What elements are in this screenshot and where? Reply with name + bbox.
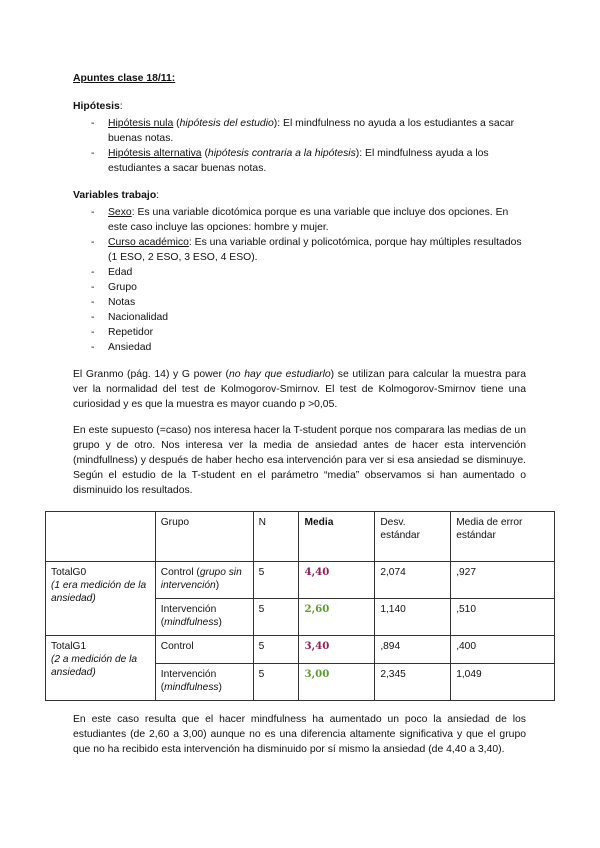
block-g1-label: TotalG1 xyxy=(51,641,87,652)
para1-after: ) se utilizan para calcular la muestra para ver la normalidad del test de Kolmogorov-Smirnov. El test de Kolmogorov-Smirnov tiene una curiosidad y es que la muestra es mayor cuando p >0,05. xyxy=(73,369,526,410)
hypothesis-alternative: - Hipótesis alternativa (hipótesis contraria a la hipótesis): El mindfulness ayuda a los estudiantes a sacar buenas notas. xyxy=(0,146,525,176)
header-grupo: Grupo xyxy=(155,512,253,562)
hypothesis-null-term: Hipótesis nula xyxy=(108,118,174,129)
grupo-end: ) xyxy=(218,682,222,693)
hypothesis-alt-text: : El mindfulness ayuda a los estudiantes a sacar buenas notas. xyxy=(108,148,489,174)
cell-error: ,510 xyxy=(451,599,555,636)
grupo-end: ) xyxy=(215,580,220,591)
cell-grupo xyxy=(155,664,253,701)
table-header-row xyxy=(46,512,555,562)
hypothesis-alt-term: Hipótesis alternativa xyxy=(108,148,202,159)
hypothesis-null: - Hipótesis nula (hipótesis del estudio): El mindfulness no ayuda a los estudiantes a sacar buenas notas. xyxy=(0,116,525,146)
cell-desv: 2,345 xyxy=(375,664,451,701)
hypothesis-null-note: hipótesis del estudio xyxy=(179,118,274,129)
cell-desv: 2,074 xyxy=(375,562,451,599)
cell-n: 5 xyxy=(253,664,299,701)
cell-error: ,927 xyxy=(451,562,555,599)
variables-heading-text: Variables trabajo xyxy=(73,190,157,201)
block-label-g0 xyxy=(46,562,156,636)
cell-media: 3,00 xyxy=(299,664,375,701)
cell-media: 2,60 xyxy=(299,599,375,636)
hypothesis-null-text: : El mindfulness no ayuda a los estudiantes a sacar buenas notas. xyxy=(108,118,515,144)
variable-notas: - Notas xyxy=(0,295,525,310)
variable-curso xyxy=(0,235,525,265)
grupo-text: Control ( xyxy=(160,567,200,578)
table-row xyxy=(46,562,555,599)
para1-before: El Granmo (pág. 14) y G power ( xyxy=(73,369,230,380)
conclusion-paragraph: En este caso resulta que el hacer mindfulness ha aumentado un poco la ansiedad de los estudiantes (de 2,60 a 3,00) aunque no es una diferencia altamente significativa y que el grupo que no ha recibido esta intervención ha disminuido por sí mismo la ansiedad (de 4,40 a 3,40). xyxy=(73,714,526,755)
cell-n: 5 xyxy=(253,599,299,636)
header-desv: Desv. estándar xyxy=(375,512,451,562)
grupo-note: mindfulness xyxy=(164,617,219,628)
cell-grupo xyxy=(155,599,253,636)
variables-list xyxy=(0,205,600,355)
hypotheses-heading: Hipótesis: xyxy=(73,101,123,112)
variables-heading: Variables trabajo: xyxy=(73,190,160,201)
header-n: N xyxy=(253,512,299,562)
block-label-g1 xyxy=(46,636,156,701)
cell-error: ,400 xyxy=(451,636,555,664)
variable-sexo xyxy=(0,205,525,235)
variable-sexo-term: Sexo xyxy=(108,207,132,218)
header-media: Media xyxy=(299,512,375,562)
grupo-end: ) xyxy=(218,617,222,628)
paragraph-t-student: En este supuesto (=caso) nos interesa hacer la T-student porque nos comparara las medias de un grupo y de otro. Nos interesa ver la media de ansiedad antes de hacer esta intervención (mindfullness) y después de haber hecho esa intervención para ver si esa ansiedad se disminuye. Según el estudio de la T-student en el parámetro “media” observamos si han aumentado o disminuido los resultados. xyxy=(73,425,526,496)
cell-n: 5 xyxy=(253,636,299,664)
variable-nacionalidad: - Nacionalidad xyxy=(0,310,525,325)
block-g0-sublabel: (1 era medición de la ansiedad) xyxy=(51,580,147,604)
grupo-text: Intervención ( xyxy=(160,604,217,628)
cell-grupo xyxy=(155,636,253,664)
page-title: Apuntes clase 18/11: xyxy=(73,73,176,84)
block-g1-sublabel: (2 a medición de la ansiedad) xyxy=(51,654,138,678)
results-table xyxy=(45,511,555,701)
variable-grupo: - Grupo xyxy=(0,280,525,295)
grupo-text: Intervención ( xyxy=(160,669,217,693)
grupo-note: mindfulness xyxy=(164,682,219,693)
variable-sexo-text: : Es una variable dicotómica porque es una variable que incluye dos opciones. En este caso incluye las opciones: hombre y mujer. xyxy=(108,207,509,233)
variable-edad: - Edad xyxy=(0,265,525,280)
cell-desv: 1,140 xyxy=(375,599,451,636)
variable-repetidor: - Repetidor xyxy=(0,325,525,340)
para1-italic: no hay que estudiarlo xyxy=(229,369,331,380)
hypothesis-alt-note: hipótesis contraria a la hipótesis xyxy=(207,148,356,159)
cell-media: 3,40 xyxy=(299,636,375,664)
header-error: Media de error estándar xyxy=(451,512,555,562)
header-empty xyxy=(46,512,156,562)
cell-desv: ,894 xyxy=(375,636,451,664)
grupo-text: Control xyxy=(160,641,194,652)
variable-curso-text: : Es una variable ordinal y policotómica, porque hay múltiples resultados (1 ESO, 2 ESO, 3 ESO, 4 ESO). xyxy=(108,237,522,263)
grupo-note: grupo sin intervención xyxy=(160,567,242,591)
hypotheses-heading-text: Hipótesis xyxy=(73,101,120,112)
cell-n: 5 xyxy=(253,562,299,599)
cell-error: 1,049 xyxy=(451,664,555,701)
paragraph-granmo xyxy=(73,367,526,412)
block-g0-label: TotalG0 xyxy=(51,567,87,578)
cell-grupo xyxy=(155,562,253,599)
table-row xyxy=(46,636,555,664)
cell-media: 4,40 xyxy=(299,562,375,599)
variable-curso-term: Curso académico xyxy=(108,237,189,248)
hypotheses-list xyxy=(0,116,600,176)
variable-ansiedad: - Ansiedad xyxy=(0,340,525,355)
